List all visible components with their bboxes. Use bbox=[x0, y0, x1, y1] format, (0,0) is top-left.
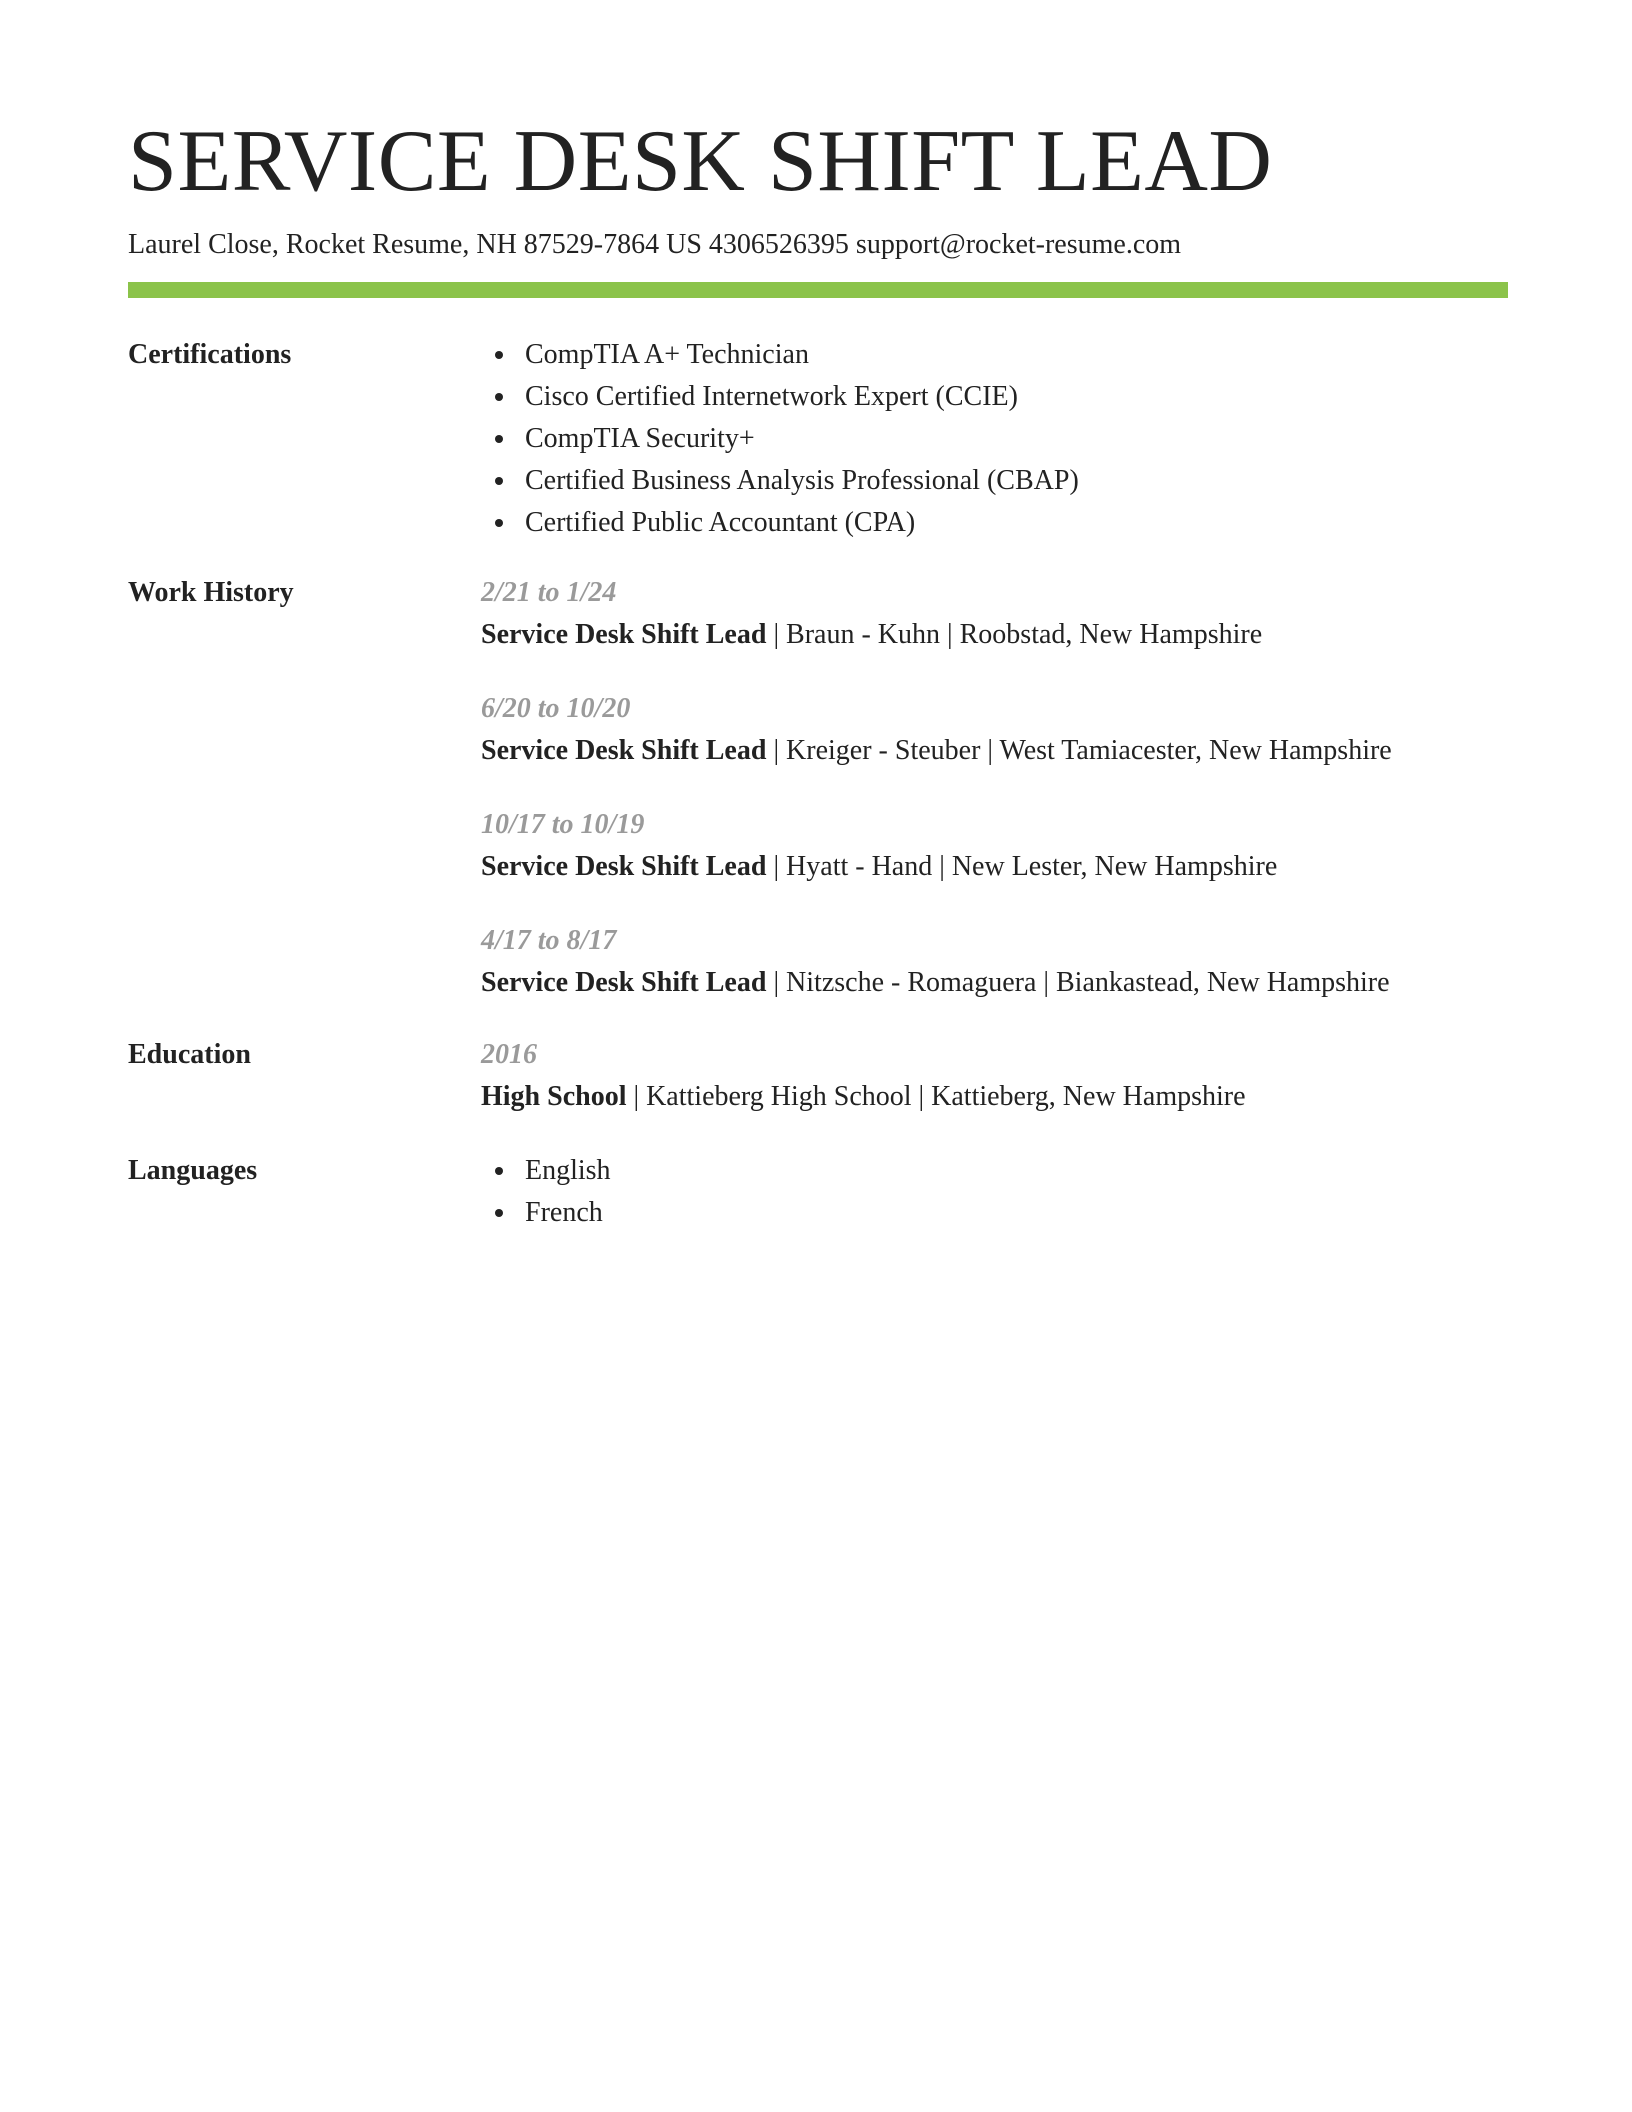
certification-text: Certified Public Accountant (CPA) bbox=[525, 506, 916, 538]
entry-role: Service Desk Shift Lead bbox=[481, 850, 767, 882]
entry-details: | Hyatt - Hand | New Lester, New Hampshire bbox=[766, 850, 1278, 882]
entry-line bbox=[481, 846, 1508, 888]
work-entry bbox=[481, 804, 1508, 888]
certifications-section bbox=[128, 334, 1508, 544]
entry-role: High School bbox=[481, 1080, 627, 1112]
bullet-icon bbox=[495, 435, 503, 443]
entry-date: 6/20 to 10/20 bbox=[481, 692, 631, 724]
certifications-body bbox=[481, 334, 1508, 544]
list-item bbox=[481, 502, 1508, 544]
certifications-list bbox=[481, 334, 1508, 544]
accent-divider bbox=[128, 282, 1508, 298]
certification-text: Cisco Certified Internetwork Expert (CCIE) bbox=[525, 380, 1018, 412]
entry-details: | Kreiger - Steuber | West Tamiacester, New Hampshire bbox=[766, 734, 1392, 766]
entry-line bbox=[481, 962, 1508, 1004]
languages-section bbox=[128, 1150, 1508, 1234]
list-item bbox=[481, 334, 1508, 376]
work-history-section bbox=[128, 572, 1508, 1004]
bullet-icon bbox=[495, 393, 503, 401]
section-label-languages: Languages bbox=[128, 1154, 258, 1186]
entry-date: 2016 bbox=[481, 1038, 537, 1070]
language-text: French bbox=[525, 1196, 603, 1228]
certification-text: CompTIA A+ Technician bbox=[525, 338, 809, 370]
resume-page bbox=[128, 113, 1508, 1234]
entry-line bbox=[481, 730, 1508, 772]
language-text: English bbox=[525, 1154, 611, 1186]
education-body bbox=[481, 1034, 1508, 1118]
entry-line bbox=[481, 614, 1508, 656]
list-item bbox=[481, 1192, 1508, 1234]
entry-details: | Nitzsche - Romaguera | Biankastead, New Hampshire bbox=[766, 966, 1390, 998]
bullet-icon bbox=[495, 477, 503, 485]
bullet-icon bbox=[495, 519, 503, 527]
entry-details: | Braun - Kuhn | Roobstad, New Hampshire bbox=[766, 618, 1263, 650]
languages-list bbox=[481, 1150, 1508, 1234]
education-entry bbox=[481, 1034, 1508, 1118]
contact-info: Laurel Close, Rocket Resume, NH 87529-7864 US 4306526395 support@rocket-resume.com bbox=[128, 229, 1182, 260]
entry-role: Service Desk Shift Lead bbox=[481, 618, 767, 650]
languages-body bbox=[481, 1150, 1508, 1234]
list-item bbox=[481, 376, 1508, 418]
work-entry bbox=[481, 572, 1508, 656]
work-entry bbox=[481, 688, 1508, 772]
bullet-icon bbox=[495, 351, 503, 359]
certification-text: CompTIA Security+ bbox=[525, 422, 755, 454]
resume-title: SERVICE DESK SHIFT LEAD bbox=[128, 113, 1273, 210]
bullet-icon bbox=[495, 1209, 503, 1217]
entry-spacer bbox=[481, 888, 1508, 920]
entry-spacer bbox=[481, 656, 1508, 688]
section-label-certifications: Certifications bbox=[128, 338, 292, 370]
list-item bbox=[481, 460, 1508, 502]
entry-line bbox=[481, 1076, 1508, 1118]
certification-text: Certified Business Analysis Professional (CBAP) bbox=[525, 464, 1079, 496]
education-section bbox=[128, 1034, 1508, 1118]
work-entry bbox=[481, 920, 1508, 1004]
entry-date: 10/17 to 10/19 bbox=[481, 808, 645, 840]
entry-role: Service Desk Shift Lead bbox=[481, 966, 767, 998]
list-item bbox=[481, 1150, 1508, 1192]
section-label-work-history: Work History bbox=[128, 576, 294, 608]
entry-spacer bbox=[481, 772, 1508, 804]
entry-date: 2/21 to 1/24 bbox=[481, 576, 617, 608]
section-label-education: Education bbox=[128, 1038, 251, 1070]
bullet-icon bbox=[495, 1167, 503, 1175]
work-history-body bbox=[481, 572, 1508, 1004]
list-item bbox=[481, 418, 1508, 460]
entry-date: 4/17 to 8/17 bbox=[481, 924, 617, 956]
entry-role: Service Desk Shift Lead bbox=[481, 734, 767, 766]
entry-details: | Kattieberg High School | Kattieberg, New Hampshire bbox=[626, 1080, 1246, 1112]
